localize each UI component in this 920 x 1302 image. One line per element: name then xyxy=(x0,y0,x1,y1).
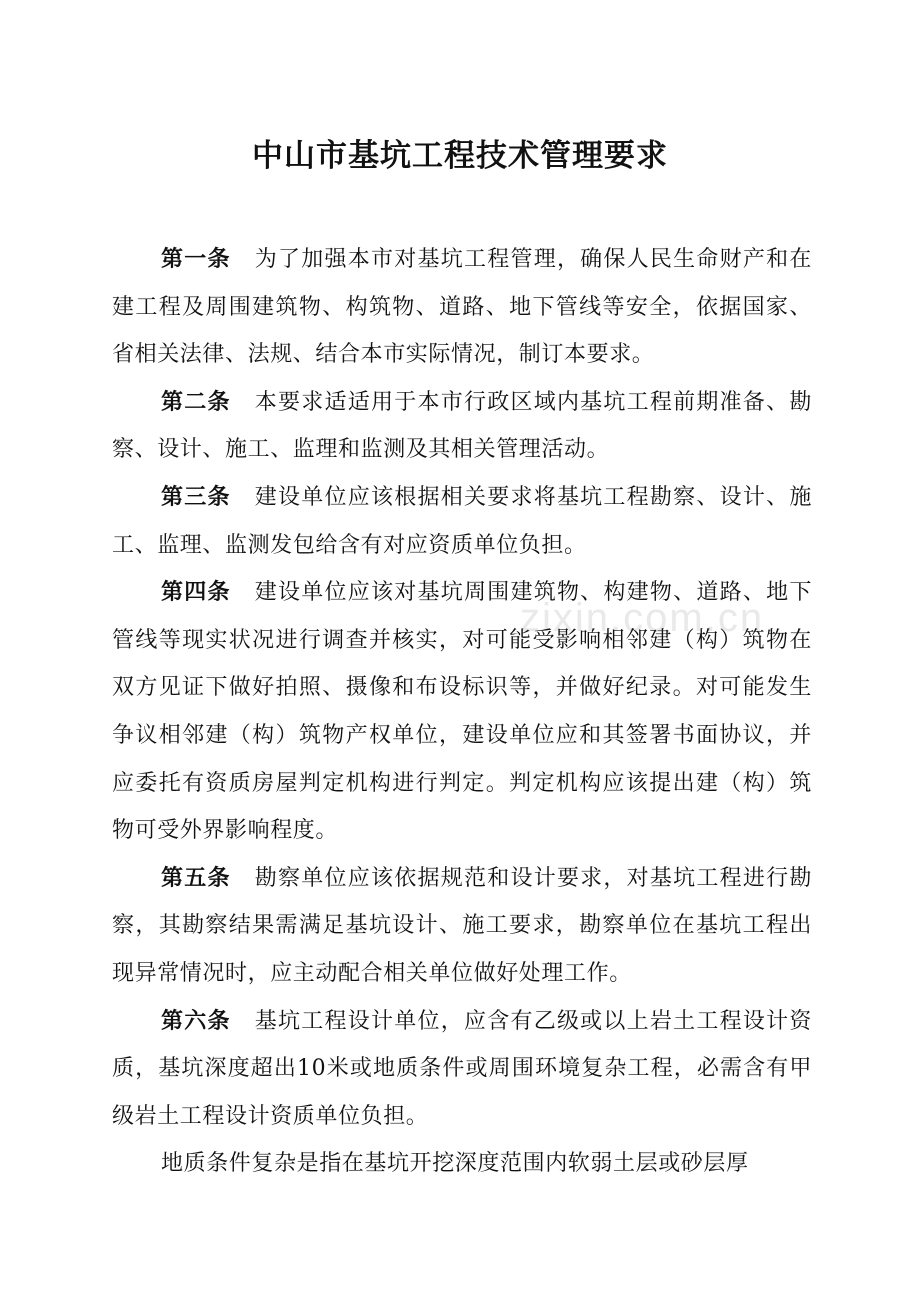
document-title: 中山市基坑工程技术管理要求 xyxy=(252,138,668,174)
article-2 xyxy=(112,379,812,474)
article-5 xyxy=(112,855,812,998)
article-3 xyxy=(112,474,812,569)
article-4 xyxy=(112,569,812,855)
article-text: 建设单位应该根据相关要求将基坑工程勘察、设计、施工、监理、监测发包给含有对应资质单位负担。 xyxy=(112,484,812,558)
article-text: 为了加强本市对基坑工程管理，确保人民生命财产和在建工程及周围建筑物、构筑物、道路、地下管线等安全，依据国家、省相关法律、法规、结合本市实际情况，制订本要求。 xyxy=(112,247,812,368)
article-text: 基坑工程设计单位，应含有乙级或以上岩土工程设计资质，基坑深度超出10米或地质条件或周围环境复杂工程，必需含有甲级岩土工程设计资质单位负担。 xyxy=(112,1008,812,1129)
article-6 xyxy=(112,998,812,1141)
article-number: 第一条 xyxy=(161,247,231,272)
article-text: 勘察单位应该依据规范和设计要求，对基坑工程进行勘察，其勘察结果需满足基坑设计、施工要求，勘察单位在基坑工程出现异常情况时，应主动配合相关单位做好处理工作。 xyxy=(112,865,812,986)
closing-paragraph: 地质条件复杂是指在基坑开挖深度范围内软弱土层或砂层厚 xyxy=(161,1151,749,1177)
article-number: 第四条 xyxy=(161,580,231,606)
article-number: 第六条 xyxy=(161,1008,231,1034)
watermark: zixin.com.cn xyxy=(520,596,765,640)
document-body xyxy=(112,236,812,1188)
article-1 xyxy=(112,236,812,379)
article-number: 第二条 xyxy=(161,389,231,415)
article-number: 第三条 xyxy=(161,484,231,510)
article-text: 本要求适适用于本市行政区域内基坑工程前期准备、勘察、设计、施工、监理和监测及其相关管理活动。 xyxy=(112,389,812,463)
article-text: 建设单位应该对基坑周围建筑物、构建物、道路、地下管线等现实状况进行调查并核实，对可能受影响相邻建（构）筑物在双方见证下做好拍照、摄像和布设标识等，并做好纪录。对可能发生争议相邻建（构）筑物产权单位，建设单位应和其签署书面协议，并应委托有资质房屋判定机构进行判定。判定机构应该提出建（构）筑物可受外界影响程度。 xyxy=(112,580,812,844)
article-number: 第五条 xyxy=(161,865,231,891)
